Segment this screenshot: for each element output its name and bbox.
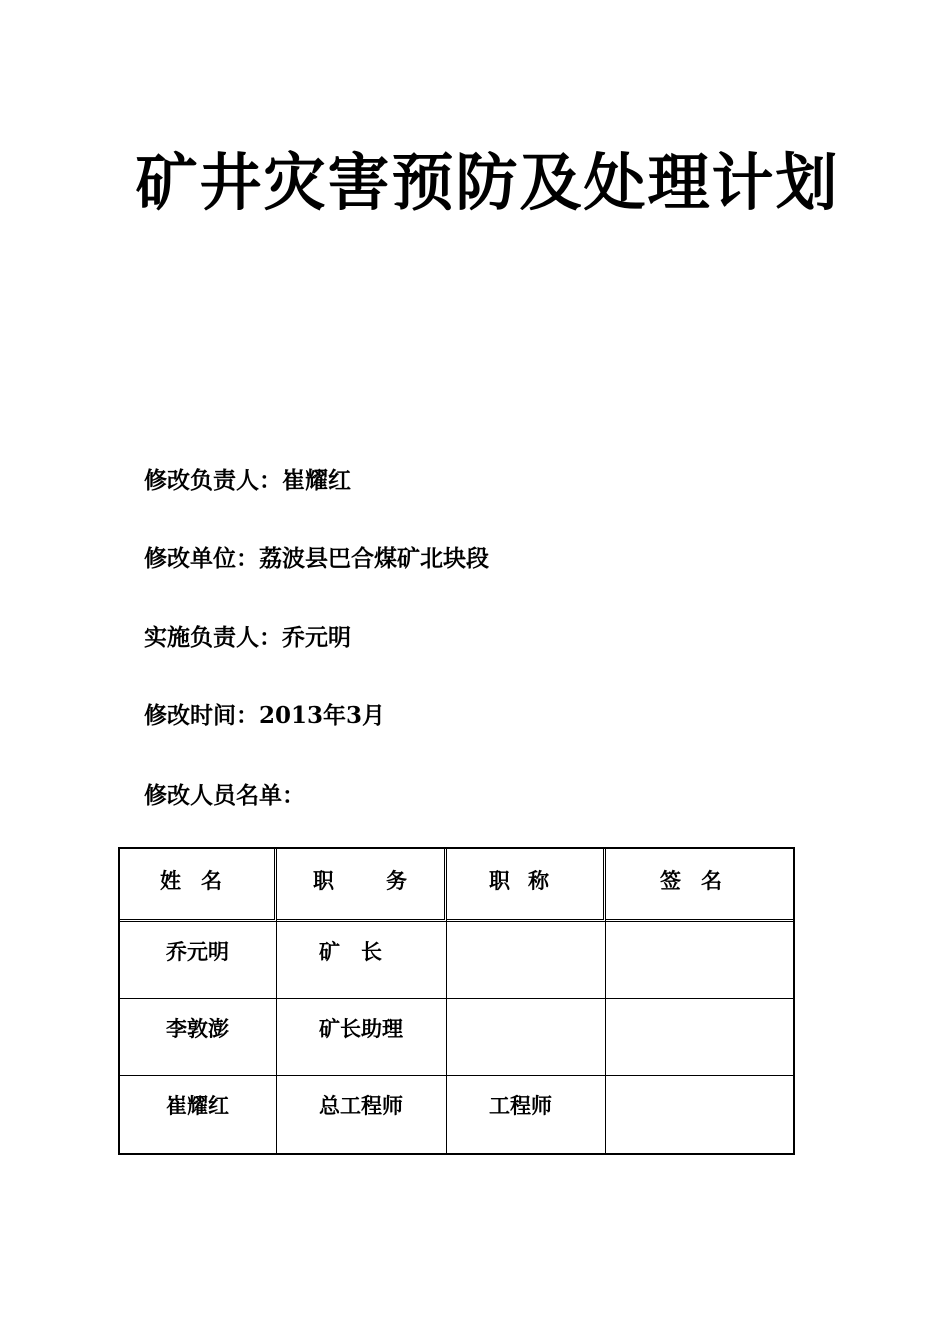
table-row [120, 999, 793, 1076]
table-row [120, 1076, 793, 1153]
header-duty-part-a: 职 [313, 868, 334, 893]
table-row [120, 922, 793, 999]
staff-list-label: 修改人员名单： [144, 782, 305, 809]
cell-duty: 总工程师 [277, 1076, 447, 1153]
cell-title [447, 999, 606, 1076]
cell-signature [606, 1076, 793, 1153]
implementation-lead-line: 实施负责人：乔元明 [144, 624, 351, 651]
cell-title: 工程师 [447, 1076, 606, 1153]
revision-unit-line: 修改单位：荔波县巴合煤矿北块段 [144, 545, 489, 572]
header-signature: 签名 [606, 849, 793, 922]
header-duty [277, 849, 447, 922]
cell-duty: 矿长助理 [277, 999, 447, 1076]
cell-title [447, 922, 606, 999]
header-name: 姓名 [120, 849, 277, 922]
revision-lead-line: 修改负责人：崔耀红 [144, 467, 351, 494]
header-title: 职称 [447, 849, 606, 922]
staff-table [118, 847, 795, 1155]
header-duty-part-b: 务 [386, 868, 407, 893]
document-title: 矿井灾害预防及处理计划 [135, 146, 840, 219]
cell-signature [606, 999, 793, 1076]
cell-name: 乔元明 [120, 922, 277, 999]
cell-name: 崔耀红 [120, 1076, 277, 1153]
table-header-row [120, 849, 793, 922]
cell-duty: 矿 长 [277, 922, 447, 999]
cell-name: 李敦澎 [120, 999, 277, 1076]
cell-signature [606, 922, 793, 999]
revision-time-line: 修改时间：2013年3月 [144, 702, 386, 729]
